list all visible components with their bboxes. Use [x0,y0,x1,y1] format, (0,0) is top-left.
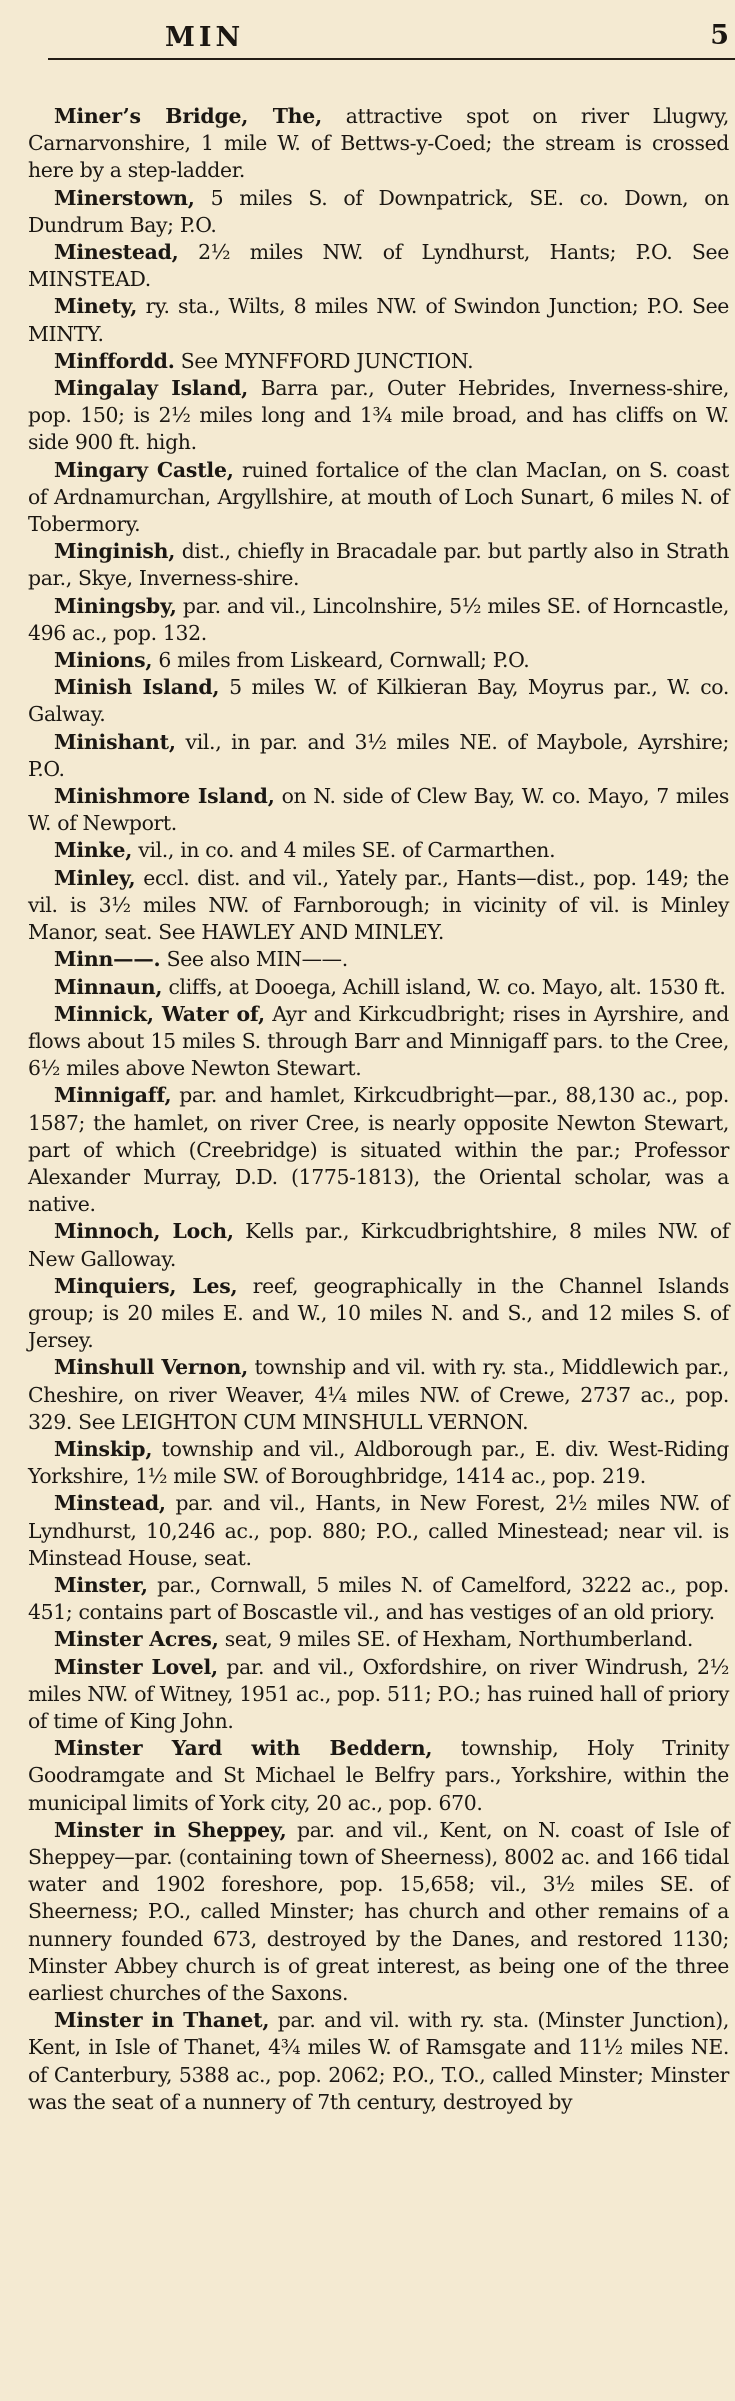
entry-headword: Minish Island, [54,675,220,700]
entry-text: Barra par., Outer Hebrides, Inverness-shire, pop. 150; is 2½ miles long and 1¾ mile broad, and has cliffs on W. side 900 ft. high. [28,376,729,455]
gazetteer-entry [28,457,729,539]
entry-text: township and vil., Aldborough par., E. div. West-Riding Yorkshire, 1½ mile SW. of Boroughbridge, 1414 ac., pop. 219. [28,1436,729,1489]
entry-text: See also MIN——. [160,947,348,972]
entry-headword: Minster Yard with Beddern, [54,1736,433,1761]
gazetteer-entry [28,1654,729,1736]
gazetteer-entry [28,375,729,457]
gazetteer-entry [28,348,729,375]
gazetteer-entry [28,593,729,647]
entry-headword: Minety, [54,294,138,319]
entry-text: See MYNFFORD JUNCTION. [174,348,474,373]
entry-text: township and vil. with ry. sta., Middlewich par., Cheshire, on river Weaver, 4¼ miles NW. of Crewe, 2737 ac., pop. 329. See LEIGHTON CUM MINSHULL VERNON. [28,1355,729,1434]
gazetteer-entry [28,674,729,728]
entry-text: vil., in par. and 3½ miles NE. of Maybole, Ayrshire; P.O. [28,729,729,781]
entry-headword: Minishmore Island, [54,784,275,809]
gazetteer-entry [28,1490,729,1572]
entry-headword: Minster in Thanet, [54,2008,270,2033]
entry-text: dist., chiefly in Bracadale par. but partly also in Strath par., Skye, Inverness-shire. [28,539,729,591]
gazetteer-entry [28,239,729,293]
entry-headword: Mingalay Island, [54,376,249,401]
gazetteer-entry [28,1354,729,1436]
gazetteer-entry [28,1218,729,1272]
entry-text: ruined fortalice of the clan MacIan, on S. coast of Ardnamurchan, Argyllshire, at mouth of Loch Sunart, 6 miles N. of Tobermory. [28,457,729,537]
page-number: 5 [710,20,729,51]
entry-headword: Minnaun, [54,974,163,999]
entry-headword: Minshull Vernon, [54,1355,249,1380]
entry-text: par. and vil., Kent, on N. coast of Isle of Sheppey—par. (containing town of Sheerness), 8002 ac. and 166 tidal water and 1902 foreshore, pop. 15,658; vil., 3½ miles SE. of Sheerness; P.O., called Minster; has church and other remains of a nunnery founded 673, destroyed by the Danes, and restored 1130; Minster Abbey church is of great interest, as being one of the three earliest churches of the Saxons. [28,1817,730,2006]
entry-headword: Minginish, [54,539,176,564]
entry-headword: Minestead, [54,240,179,265]
entry-text: cliffs, at Dooega, Achill island, W. co. Mayo, alt. 1530 ft. [162,974,726,999]
entry-headword: Minishant, [54,729,176,754]
gazetteer-entry [28,1082,729,1218]
entry-text: seat, 9 miles SE. of Hexham, Northumberland. [218,1627,693,1652]
gazetteer-entry [28,1273,729,1355]
gazetteer-entry [28,1817,729,2007]
running-head: MIN [165,22,245,53]
gazetteer-entry [28,1735,729,1817]
entry-text: 6 miles from Liskeard, Cornwall; P.O. [152,648,530,673]
entry-text: reef, geographically in the Channel Islands group; is 20 miles E. and W., 10 miles N. and S., and 12 miles S. of Jersey. [28,1273,729,1353]
entry-headword: Minster, [54,1572,148,1597]
entry-headword: Minster Acres, [54,1627,219,1652]
gazetteer-entry [28,1001,729,1083]
gazetteer-entry [28,293,729,347]
entry-headword: Minskip, [54,1436,153,1461]
entry-text: par. and vil., Oxfordshire, on river Windrush, 2½ miles NW. of Witney, 1951 ac., pop. 511; P.O.; has ruined hall of priory of time of King John. [28,1654,729,1733]
entry-headword: Minster in Sheppey, [54,1817,287,1842]
entry-text: par. and vil. with ry. sta. (Minster Junction), Kent, in Isle of Thanet, 4¾ miles W. of Ramsgate and 11½ miles NE. of Canterbury, 5388 ac., pop. 2062; P.O., T.O., called Minster; Minster was the seat of a nunnery of 7th century, destroyed by [28,2008,730,2114]
entry-headword: Minke, [54,838,133,863]
entry-headword: Miningsby, [54,593,177,618]
entry-text: 5 miles S. of Downpatrick, SE. co. Down, on Dundrum Bay; P.O. [28,185,729,237]
entry-headword: Minquiers, Les, [54,1273,238,1298]
entry-text: ry. sta., Wilts, 8 miles NW. of Swindon Junction; P.O. See MINTY. [28,294,729,346]
header-rule [48,58,735,60]
entry-headword: Minions, [54,648,153,673]
gazetteer-entry [28,974,729,1001]
entry-text: eccl. dist. and vil., Yately par., Hants—dist., pop. 149; the vil. is 3½ miles NW. of Farnborough; in vicinity of vil. is Minley Manor, seat. See HAWLEY AND MINLEY. [28,865,729,945]
entry-list [28,103,729,2116]
entry-headword: Minn——. [54,947,161,972]
entry-text: par., Cornwall, 5 miles N. of Camelford, 3222 ac., pop. 451; contains part of Boscastle vil., and has vestiges of an old priory. [28,1572,729,1625]
gazetteer-entry [28,783,729,837]
entry-headword: Mingary Castle, [54,457,234,482]
gazetteer-entry [28,185,729,239]
entry-text: vil., in co. and 4 miles SE. of Carmarthen. [132,838,556,863]
entry-headword: Minley, [54,865,136,890]
gazetteer-entry [28,946,729,973]
gazetteer-entry [28,837,729,864]
gazetteer-entry [28,103,729,185]
entry-text: Ayr and Kirkcudbright; rises in Ayrshire, and flows about 15 miles S. through Barr and Minnigaff pars. to the Cree, 6½ miles above Newton Stewart. [28,1001,729,1081]
gazetteer-entry [28,1572,729,1626]
gazetteer-entry [28,1436,729,1490]
entry-text: Kells par., Kirkcudbrightshire, 8 miles NW. of New Galloway. [28,1219,730,1271]
entry-headword: Minnick, Water of, [54,1001,265,1026]
page-header [22,0,735,62]
entry-text: 5 miles W. of Kilkieran Bay, Moyrus par., W. co. Galway. [28,675,729,727]
gazetteer-entry [28,865,729,947]
gazetteer-entry [28,538,729,592]
entry-headword: Minstead, [54,1491,166,1516]
entry-headword: Miner’s Bridge, The, [54,104,322,128]
entry-text: attractive spot on river Llugwy, Carnarvonshire, 1 mile W. of Bettws-y-Coed; the stream is crossed here by a step-ladder. [28,104,729,183]
entry-headword: Minnigaff, [54,1083,172,1108]
entry-text: 2½ miles NW. of Lyndhurst, Hants; P.O. See MINSTEAD. [28,240,729,292]
gazetteer-entry [28,1626,729,1653]
entry-text: township, Holy Trinity Goodramgate and St Michael le Belfry pars., Yorkshire, within the municipal limits of York city, 20 ac., pop. 670. [28,1736,729,1815]
entry-text: par. and vil., Hants, in New Forest, 2½ miles NW. of Lyndhurst, 10,246 ac., pop. 880; P.O., called Minestead; near vil. is Minstead House, seat. [28,1491,729,1570]
entry-headword: Minster Lovel, [54,1654,218,1679]
entry-text: on N. side of Clew Bay, W. co. Mayo, 7 miles W. of Newport. [28,784,729,836]
entry-text: par. and vil., Lincolnshire, 5½ miles SE. of Horncastle, 496 ac., pop. 132. [28,593,729,645]
gazetteer-entry [28,2007,729,2116]
entry-headword: Minnoch, Loch, [54,1219,234,1244]
entry-headword: Minffordd. [54,348,175,373]
gazetteer-entry [28,729,729,783]
gazetteer-entry [28,647,729,674]
entry-headword: Minerstown, [54,185,195,210]
entry-text: par. and hamlet, Kirkcudbright—par., 88,130 ac., pop. 1587; the hamlet, on river Cree, is nearly opposite Newton Stewart, part of which (Creebridge) is situated within the par.; Professor Alexander Murray, D.D. (1775-1813), the Oriental scholar, was a native. [28,1083,729,1217]
